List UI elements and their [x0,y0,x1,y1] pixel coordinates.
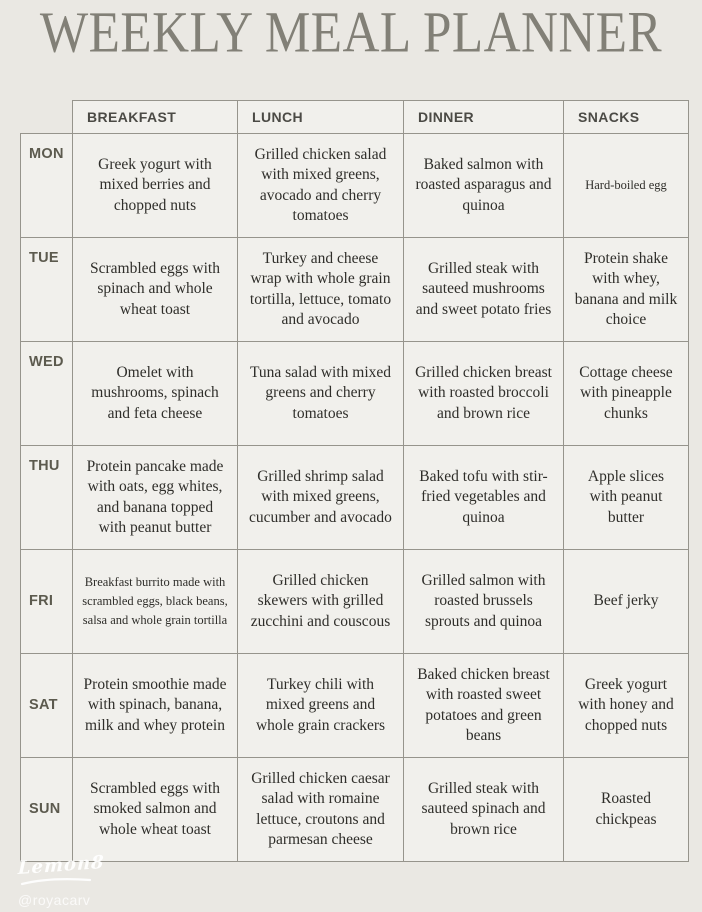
meal-cell-thu-snacks: Apple slices with peanut butter [564,446,689,550]
meal-planner-table [20,100,689,862]
table-row-mon [21,134,689,238]
meal-cell-mon-snacks: Hard-boiled egg [564,134,689,238]
meal-cell-tue-dinner: Grilled steak with sauteed mushrooms and sweet potato fries [404,238,564,342]
meal-cell-wed-breakfast: Omelet with mushrooms, spinach and feta cheese [73,342,238,446]
meal-cell-sat-breakfast: Protein smoothie made with spinach, banana, milk and whey protein [73,654,238,758]
meal-cell-sat-snacks: Greek yogurt with honey and chopped nuts [564,654,689,758]
table-row-fri [21,550,689,654]
meal-cell-fri-dinner: Grilled salmon with roasted brussels sprouts and quinoa [404,550,564,654]
creator-handle: @royacarv [18,892,91,908]
day-label-wed: WED [21,342,73,446]
day-label-thu: THU [21,446,73,550]
table-row-sun [21,758,689,862]
meal-cell-tue-breakfast: Scrambled eggs with spinach and whole wheat toast [73,238,238,342]
meal-cell-fri-lunch: Grilled chicken skewers with grilled zucchini and couscous [238,550,404,654]
meal-cell-mon-breakfast: Greek yogurt with mixed berries and chopped nuts [73,134,238,238]
empty-corner-cell [21,101,73,134]
meal-cell-thu-dinner: Baked tofu with stir-fried vegetables and quinoa [404,446,564,550]
meal-cell-sat-dinner: Baked chicken breast with roasted sweet potatoes and green beans [404,654,564,758]
lemon8-logo: Lemon8 [17,851,105,880]
column-header-dinner: DINNER [404,101,564,134]
lemon8-watermark [17,851,105,908]
day-label-sat: SAT [21,654,73,758]
table-row-wed [21,342,689,446]
column-header-lunch: LUNCH [238,101,404,134]
column-header-breakfast: BREAKFAST [73,101,238,134]
meal-cell-tue-snacks: Protein shake with whey, banana and milk choice [564,238,689,342]
meal-cell-thu-breakfast: Protein pancake made with oats, egg whites, and banana topped with peanut butter [73,446,238,550]
table-row-sat [21,654,689,758]
meal-cell-sat-lunch: Turkey chili with mixed greens and whole grain crackers [238,654,404,758]
meal-cell-sun-lunch: Grilled chicken caesar salad with romaine lettuce, croutons and parmesan cheese [238,758,404,862]
table-row-tue [21,238,689,342]
meal-cell-sun-dinner: Grilled steak with sauteed spinach and brown rice [404,758,564,862]
column-header-snacks: SNACKS [564,101,689,134]
meal-cell-fri-snacks: Beef jerky [564,550,689,654]
day-label-tue: TUE [21,238,73,342]
meal-cell-wed-dinner: Grilled chicken breast with roasted broccoli and brown rice [404,342,564,446]
day-label-mon: MON [21,134,73,238]
page-title: WEEKLY MEAL PLANNER [39,0,663,65]
meal-cell-sun-breakfast: Scrambled eggs with smoked salmon and whole wheat toast [73,758,238,862]
day-label-sun: SUN [21,758,73,862]
day-label-fri: FRI [21,550,73,654]
meal-cell-wed-lunch: Tuna salad with mixed greens and cherry tomatoes [238,342,404,446]
meal-cell-fri-breakfast: Breakfast burrito made with scrambled eggs, black beans, salsa and whole grain tortilla [73,550,238,654]
header-row [21,101,689,134]
meal-cell-wed-snacks: Cottage cheese with pineapple chunks [564,342,689,446]
meal-cell-tue-lunch: Turkey and cheese wrap with whole grain tortilla, lettuce, tomato and avocado [238,238,404,342]
meal-cell-mon-dinner: Baked salmon with roasted asparagus and quinoa [404,134,564,238]
meal-cell-sun-snacks: Roasted chickpeas [564,758,689,862]
meal-cell-thu-lunch: Grilled shrimp salad with mixed greens, cucumber and avocado [238,446,404,550]
table-row-thu [21,446,689,550]
meal-cell-mon-lunch: Grilled chicken salad with mixed greens, avocado and cherry tomatoes [238,134,404,238]
